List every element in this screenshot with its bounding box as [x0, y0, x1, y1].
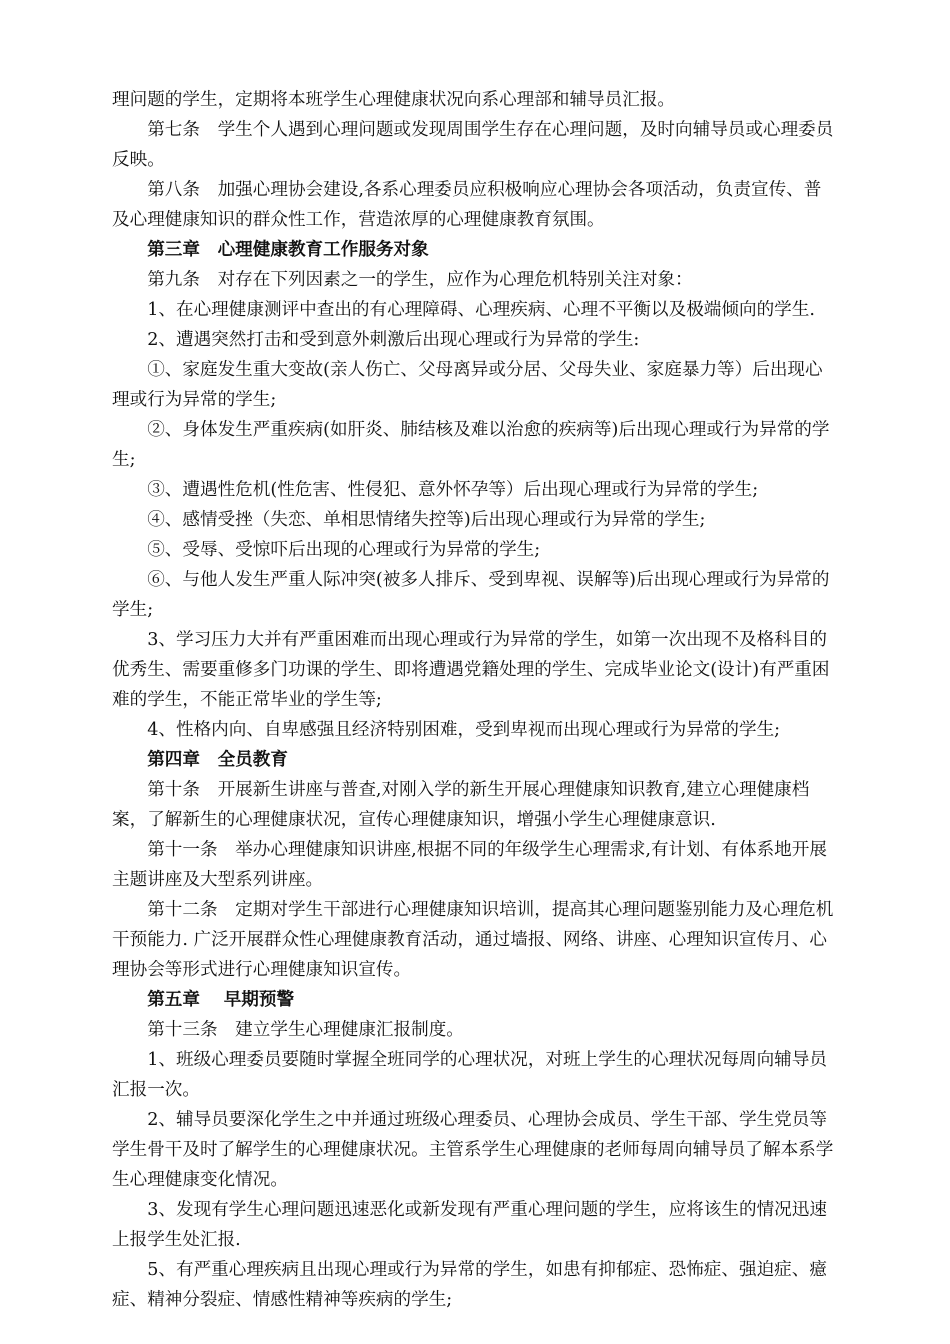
list-item: 2、辅导员要深化学生之中并通过班级心理委员、心理协会成员、学生干部、学生党员等学生骨干及时了解学生的心理健康状况。主管系学生心理健康的老师每周向辅导员了解本系学生心理健康变化情况。 [112, 1110, 834, 1190]
article-8: 第八条 加强心理协会建设,各系心理委员应积极响应心理协会各项活动，负责宣传、普及心理健康知识的群众性工作，营造浓厚的心理健康教育氛围。 [112, 180, 822, 230]
sub-list-item: ④、感情受挫（失恋、单相思情绪失控等)后出现心理或行为异常的学生; [147, 510, 706, 530]
article-10: 第十条 开展新生讲座与普查,对刚入学的新生开展心理健康知识教育,建立心理健康档案，了解新生的心理健康状况，宣传心理健康知识，增强小学生心理健康意识. [112, 780, 810, 830]
article-13: 第十三条 建立学生心理健康汇报制度。 [147, 1020, 464, 1040]
sub-list-item: ②、身体发生严重疾病(如肝炎、肺结核及难以治愈的疾病等)后出现心理或行为异常的学生; [112, 420, 830, 470]
list-item: 5、有严重心理疾病且出现心理或行为异常的学生，如患有抑郁症、恐怖症、强迫症、癔症、精神分裂症、情感性精神等疾病的学生; [112, 1260, 827, 1310]
sub-list-item: ①、家庭发生重大变故(亲人伤亡、父母离异或分居、父母失业、家庭暴力等）后出现心理或行为异常的学生; [112, 360, 823, 410]
article-9: 第九条 对存在下列因素之一的学生，应作为心理危机特别关注对象： [147, 270, 693, 290]
chapter-4-heading: 第四章 全员教育 [147, 750, 288, 770]
list-item: 1、班级心理委员要随时掌握全班同学的心理状况，对班上学生的心理状况每周向辅导员汇报一次。 [112, 1050, 827, 1100]
article-7: 第七条 学生个人遇到心理问题或发现周围学生存在心理问题，及时向辅导员或心理委员反映。 [112, 120, 834, 170]
chapter-5-heading: 第五章 早期预警 [147, 990, 295, 1010]
document-body [112, 85, 838, 1315]
article-12: 第十二条 定期对学生干部进行心理健康知识培训，提高其心理问题鉴别能力及心理危机干预能力. 广泛开展群众性心理健康教育活动，通过墙报、网络、讲座、心理知识宣传月、心理协会等形式进行心理健康知识宣传。 [112, 900, 834, 980]
list-item: 3、学习压力大并有严重困难而出现心理或行为异常的学生，如第一次出现不及格科目的优秀生、需要重修多门功课的学生、即将遭遇党籍处理的学生、完成毕业论文(设计)有严重困难的学生，不能正常毕业的学生等; [112, 630, 830, 710]
sub-list-item: ③、遭遇性危机(性危害、性侵犯、意外怀孕等）后出现心理或行为异常的学生; [147, 480, 759, 500]
article-11: 第十一条 举办心理健康知识讲座,根据不同的年级学生心理需求,有计划、有体系地开展主题讲座及大型系列讲座。 [112, 840, 827, 890]
list-item: 4、性格内向、自卑感强且经济特别困难，受到卑视而出现心理或行为异常的学生; [147, 720, 781, 740]
paragraph: 理问题的学生，定期将本班学生心理健康状况向系心理部和辅导员汇报。 [112, 90, 676, 110]
list-item: 2、遭遇突然打击和受到意外刺激后出现心理或行为异常的学生: [147, 330, 640, 350]
list-item: 3、发现有学生心理问题迅速恶化或新发现有严重心理问题的学生，应将该生的情况迅速上报学生处汇报. [112, 1200, 827, 1250]
chapter-3-heading: 第三章 心理健康教育工作服务对象 [147, 240, 429, 260]
sub-list-item: ⑤、受辱、受惊吓后出现的心理或行为异常的学生; [147, 540, 541, 560]
list-item: 1、在心理健康测评中查出的有心理障碍、心理疾病、心理不平衡以及极端倾向的学生. [147, 300, 815, 320]
sub-list-item: ⑥、与他人发生严重人际冲突(被多人排斥、受到卑视、误解等)后出现心理或行为异常的学生; [112, 570, 830, 620]
